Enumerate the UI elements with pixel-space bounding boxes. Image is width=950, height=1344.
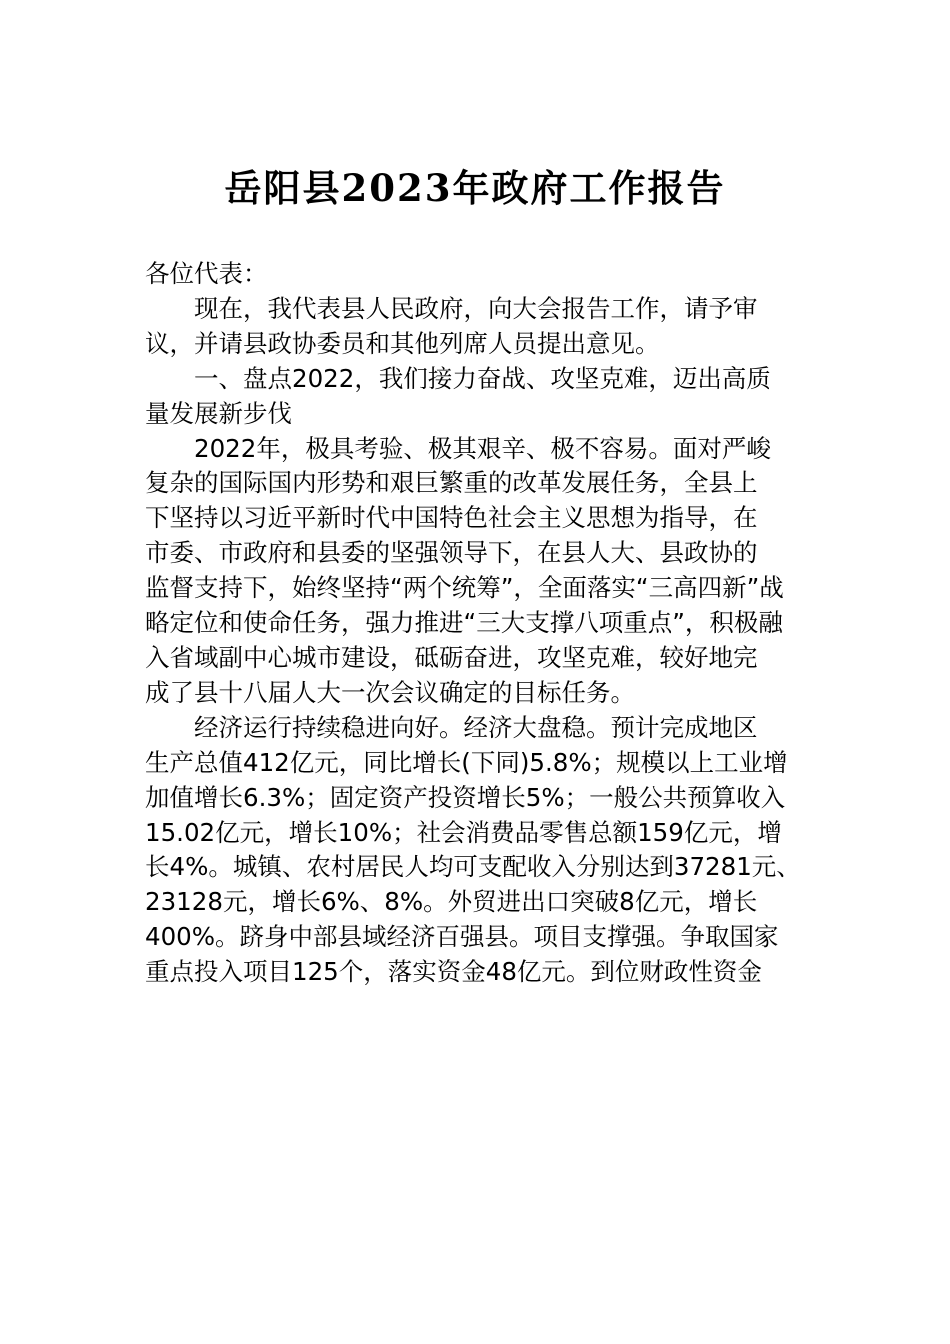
salutation: 各位代表： — [145, 259, 268, 288]
paragraph-opening — [145, 292, 810, 362]
text-line: 议，并请县政协委员和其他列席人员提出意见。 — [145, 328, 660, 358]
text-line: 监督支持下，始终坚持“两个统筹”，全面落实“三高四新”战 — [145, 573, 784, 603]
text-line: 复杂的国际国内形势和艰巨繁重的改革发展任务，全县上 — [145, 468, 758, 498]
text-line: 400%。跻身中部县域经济百强县。项目支撑强。争取国家 — [145, 922, 779, 952]
text-line: 生产总值412亿元，同比增长(下同)5.8%；规模以上工业增 — [145, 747, 788, 777]
paragraph-review — [145, 432, 810, 711]
text-line: 一、盘点2022，我们接力奋战、攻坚克难，迈出高质 — [194, 363, 771, 393]
document-body — [145, 257, 810, 990]
text-line: 23128元，增长6%、8%。外贸进出口突破8亿元，增长 — [145, 887, 758, 917]
text-line: 重点投入项目125个，落实资金48亿元。到位财政性资金 — [145, 957, 762, 987]
text-line: 现在，我代表县人民政府，向大会报告工作，请予审 — [194, 293, 758, 323]
text-line: 略定位和使命任务，强力推进“三大支撑八项重点”，积极融 — [145, 608, 783, 638]
text-line: 下坚持以习近平新时代中国特色社会主义思想为指导，在 — [145, 503, 758, 533]
text-line: 量发展新步伐 — [145, 398, 292, 428]
text-line: 长4%。城镇、农村居民人均可支配收入分别达到37281元、 — [145, 852, 801, 882]
document-title: 岳阳县2023年政府工作报告 — [224, 166, 726, 210]
text-line: 15.02亿元，增长10%；社会消费品零售总额159亿元，增 — [145, 817, 782, 847]
paragraph-economy — [145, 711, 810, 990]
text-line: 2022年，极具考验、极其艰辛、极不容易。面对严峻 — [194, 433, 771, 463]
text-line: 入省域副中心城市建设，砥砺奋进，攻坚克难，较好地完 — [145, 642, 758, 672]
text-line: 市委、市政府和县委的坚强领导下，在县人大、县政协的 — [145, 538, 758, 568]
text-line: 成了县十八届人大一次会议确定的目标任务。 — [145, 677, 635, 707]
text-line: 加值增长6.3%；固定资产投资增长5%；一般公共预算收入 — [145, 782, 786, 812]
section-heading — [145, 362, 810, 432]
text-line: 经济运行持续稳进向好。经济大盘稳。预计完成地区 — [194, 712, 758, 742]
